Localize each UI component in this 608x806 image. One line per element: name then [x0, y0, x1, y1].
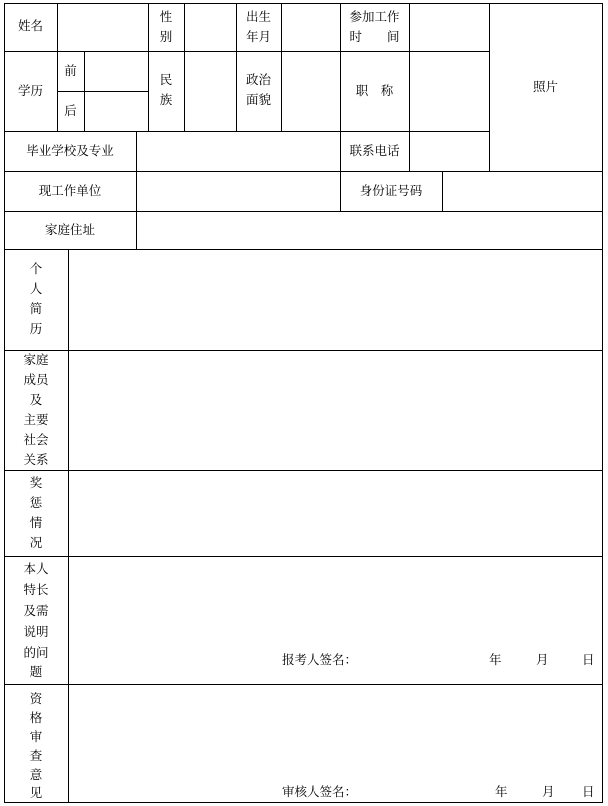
- review-label-char: 查: [29, 748, 43, 763]
- row-line: [4, 350, 603, 351]
- edu-before-label: 前: [64, 63, 77, 78]
- resume-label-char: 简: [29, 301, 43, 316]
- family-label-line: 家庭: [23, 352, 49, 367]
- col-line: [184, 3, 185, 131]
- reviewer-month-label: 月: [542, 784, 555, 799]
- name-label: 姓名: [17, 18, 43, 33]
- education-label: 学历: [17, 83, 43, 98]
- political-label-2: 面貌: [245, 92, 271, 107]
- col-line: [442, 171, 443, 211]
- specialty-label-line: 特长: [23, 582, 49, 597]
- resume-label-char: 个: [29, 261, 43, 276]
- row-line: [4, 211, 603, 212]
- title-label: 职 称: [355, 83, 394, 98]
- row-line: [4, 131, 489, 132]
- gender-label-2: 别: [159, 29, 173, 44]
- awards-label-char: 况: [29, 535, 43, 550]
- workplace-label: 现工作单位: [38, 183, 102, 198]
- row-line: [57, 91, 148, 92]
- applicant-signature-label: 报考人签名：: [282, 652, 358, 667]
- school-major-label: 毕业学校及专业: [26, 143, 114, 158]
- birth-label-2: 年月: [245, 29, 271, 44]
- political-label-1: 政治: [245, 72, 271, 87]
- review-label-char: 见: [29, 785, 43, 800]
- family-label-line: 社会: [23, 432, 49, 447]
- row-line: [4, 51, 489, 52]
- photo-label: 照片: [532, 79, 558, 94]
- border-bottom: [4, 802, 603, 803]
- id-number-label: 身份证号码: [359, 183, 423, 198]
- address-label: 家庭住址: [44, 222, 95, 237]
- applicant-year-label: 年: [489, 652, 502, 667]
- row-line: [4, 171, 603, 172]
- family-label-line: 成员: [23, 372, 49, 387]
- specialty-label-line: 题: [29, 664, 43, 679]
- phone-label: 联系电话: [349, 143, 400, 158]
- awards-label-char: 奖: [29, 475, 43, 490]
- resume-label-char: 人: [29, 281, 43, 296]
- border-top: [4, 3, 603, 4]
- col-line: [281, 3, 282, 131]
- applicant-day-label: 日: [582, 652, 595, 667]
- row-line: [4, 684, 603, 685]
- col-line: [136, 131, 137, 249]
- applicant-month-label: 月: [536, 652, 549, 667]
- ethnicity-label-2: 族: [159, 92, 173, 107]
- family-label-line: 主要: [23, 412, 49, 427]
- specialty-label-line: 的问: [23, 645, 49, 660]
- awards-label-char: 惩: [29, 495, 43, 510]
- reviewer-year-label: 年: [495, 784, 508, 799]
- reviewer-signature-label: 审核人签名：: [282, 784, 358, 799]
- birth-label-1: 出生: [245, 9, 271, 24]
- col-line: [57, 3, 58, 51]
- gender-label-1: 性: [159, 9, 173, 24]
- work-start-label-1: 参加工作: [349, 9, 400, 24]
- family-label-line: 关系: [23, 452, 49, 467]
- review-label-char: 资: [29, 691, 43, 706]
- work-start-label-2: 时 间: [349, 29, 400, 44]
- review-label-char: 格: [29, 710, 43, 725]
- specialty-label-line: 及需: [23, 603, 49, 618]
- row-line: [4, 556, 603, 557]
- border-right: [602, 3, 603, 803]
- col-line: [84, 51, 85, 131]
- resume-label-char: 历: [29, 321, 43, 336]
- awards-label-char: 情: [29, 515, 43, 530]
- review-label-char: 意: [29, 767, 43, 782]
- family-label-line: 及: [29, 392, 43, 407]
- specialty-label-line: 本人: [23, 561, 49, 576]
- edu-after-label: 后: [64, 103, 77, 118]
- reviewer-day-label: 日: [582, 784, 595, 799]
- review-label-char: 审: [29, 729, 43, 744]
- col-line: [409, 3, 410, 171]
- row-line: [4, 470, 603, 471]
- row-line: [4, 249, 603, 250]
- ethnicity-label-1: 民: [159, 72, 173, 87]
- specialty-label-line: 说明: [23, 624, 49, 639]
- col-line: [68, 249, 69, 803]
